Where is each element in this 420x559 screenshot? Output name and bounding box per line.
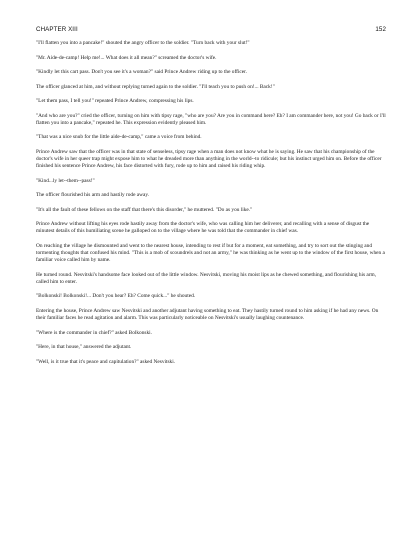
paragraph: "Mr. Aide-de-camp! Help me!... What does it all mean?" screamed the doctor's wife.	[36, 54, 217, 61]
paragraph: Prince Andrew saw that the officer was in that state of senseless, tipsy rage when a man does not know what he is saying. He saw that his championship of the doctor's wife in her queer trap might expose him to what he dreaded more than anything in the world--to ridicule; but his instinct urged him on. Before the officer finished his sentence Prince Andrew, his face distorted with fury, rode up to him and raised his riding whip.	[36, 148, 382, 170]
paragraph: "And who are you?" cried the officer, turning on him with tipsy rage, "who are you? Are you in command here? Eh? I am commander here, not you! Go back or I'll flatten you into a pancake," repeated he. This expression evidently pleased him.	[36, 112, 386, 126]
paragraph: The officer flourished his arm and hastily rode away.	[36, 192, 150, 199]
paragraph: On reaching the village he dismounted and went to the nearest house, intending to rest if but for a moment, eat something, and try to sort out the stinging and tormenting thoughts that confused his mind. "This is a mob of scoundrels and not an army," he was thinking as he went up to the window of the first house, when a familiar voice called him by name.	[36, 242, 385, 264]
running-header	[36, 26, 386, 33]
paragraph: Prince Andrew without lifting his eyes rode hastily away from the doctor's wife, who was calling him her deliverer, and recalling with a sense of disgust the minutest details of this humiliating scene he galloped on to the village where he was told that the commander in chief was.	[36, 221, 370, 235]
paragraph: "Where is the commander in chief?" asked Bolkonski.	[36, 329, 152, 336]
paragraph: "Kindly let this cart pass. Don't you see it's a woman?" said Prince Andrew riding up to the officer.	[36, 69, 247, 75]
paragraph: "Well, is it true that it's peace and capitulation?" asked Nesvitski.	[36, 358, 176, 365]
paragraph: The officer glanced at him, and without replying turned again to the soldier. "I'll teach you to push on!... Back!"	[36, 83, 275, 90]
paragraph: "Here, in that house," answered the adjutant.	[36, 344, 132, 351]
paragraph: "Kind...ly let--them--pass!"	[36, 177, 95, 184]
paragraph: Entering the house, Prince Andrew saw Nesvitski and another adjutant having something to eat. They hastily turned round to him asking if he had any news. On their familiar faces he read agitation and alarm. This was particularly noticeable on Nesvitski's usually laughing countenance.	[36, 307, 379, 322]
paragraph: "I'll flatten you into a pancake!" shouted the angry officer to the soldier. "Turn back with your slut!"	[36, 40, 250, 46]
chapter-title: CHAPTER XIII	[36, 26, 78, 33]
paragraph: He turned round. Nesvitski's handsome face looked out of the little window. Nesvitski, moving his moist lips as he chewed something, and flourishing his arm, called him to enter.	[36, 271, 377, 285]
paragraph: "That was a nice snub for the little aide-de-camp," came a voice from behind.	[36, 134, 202, 141]
paragraph: "Let them pass, I tell you!" repeated Prince Andrew, compressing his lips.	[36, 98, 194, 104]
paragraph: "Bolkonski! Bolkonski!... Don't you hear? Eh? Come quick..." he shouted.	[36, 293, 196, 300]
document-page	[36, 26, 386, 373]
paragraph: "It's all the fault of these fellows on the staff that there's this disorder," he muttered. "Do as you like."	[36, 206, 253, 213]
document-body	[36, 40, 386, 366]
page-number: 152	[375, 26, 386, 33]
